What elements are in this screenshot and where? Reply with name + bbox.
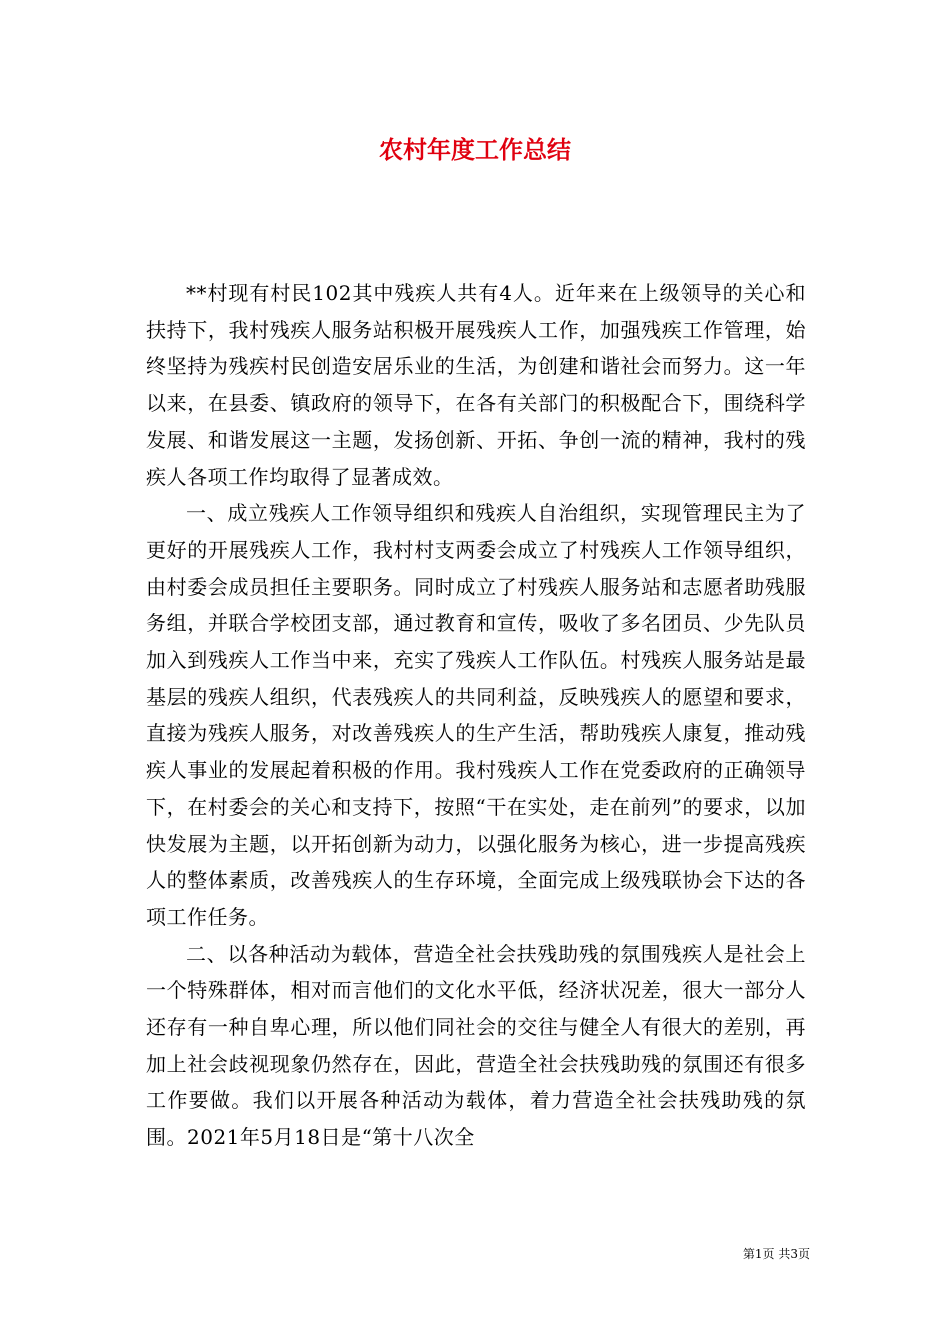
paragraph-section-two: 二、以各种活动为载体，营造全社会扶残助残的氛围残疾人是社会上一个特殊群体，相对而言他们的文化水平低，经济状况差，很大一部分人还存有一种自卑心理，所以他们同社会的交往与健全人有很大的差别，再加上社会歧视现象仍然存在，因此，营造全社会扶残助残的氛围还有很多工作要做。我们以开展各种活动为载体，着力营造全社会扶残助残的氛围。2021年5月18日是“第十八次全 <box>146 941 806 1150</box>
paragraph-section-one: 一、成立残疾人工作领导组织和残疾人自治组织，实现管理民主为了更好的开展残疾人工作，我村村支两委会成立了村残疾人工作领导组织，由村委会成员担任主要职务。同时成立了村残疾人服务站和志愿者助残服务组，并联合学校团支部，通过教育和宣传，吸收了多名团员、少先队员加入到残疾人工作当中来，充实了残疾人工作队伍。村残疾人服务站是最基层的残疾人组织，代表残疾人的共同利益，反映残疾人的愿望和要求，直接为残疾人服务，对改善残疾人的生产生活，帮助残疾人康复，推动残疾人事业的发展起着积极的作用。我村残疾人工作在党委政府的正确领导下，在村委会的关心和支持下，按照“干在实处，走在前列”的要求，以加快发展为主题，以开拓创新为动力，以强化服务为核心，进一步提高残疾人的整体素质，改善残疾人的生存环境，全面完成上级残联协会下达的各项工作任务。 <box>146 501 806 929</box>
page-number: 第1页 共3页 <box>742 1247 810 1261</box>
document-body <box>146 275 806 1156</box>
page-title: 农村年度工作总结 <box>379 136 571 164</box>
paragraph-intro: **村现有村民102其中残疾人共有4人。近年来在上级领导的关心和扶持下，我村残疾人服务站积极开展残疾人工作，加强残疾工作管理，始终坚持为残疾村民创造安居乐业的生活，为创建和谐社会而努力。这一年以来，在县委、镇政府的领导下，在各有关部门的积极配合下，围绕科学发展、和谐发展这一主题，发扬创新、开拓、争创一流的精神，我村的残疾人各项工作均取得了显著成效。 <box>146 281 806 489</box>
